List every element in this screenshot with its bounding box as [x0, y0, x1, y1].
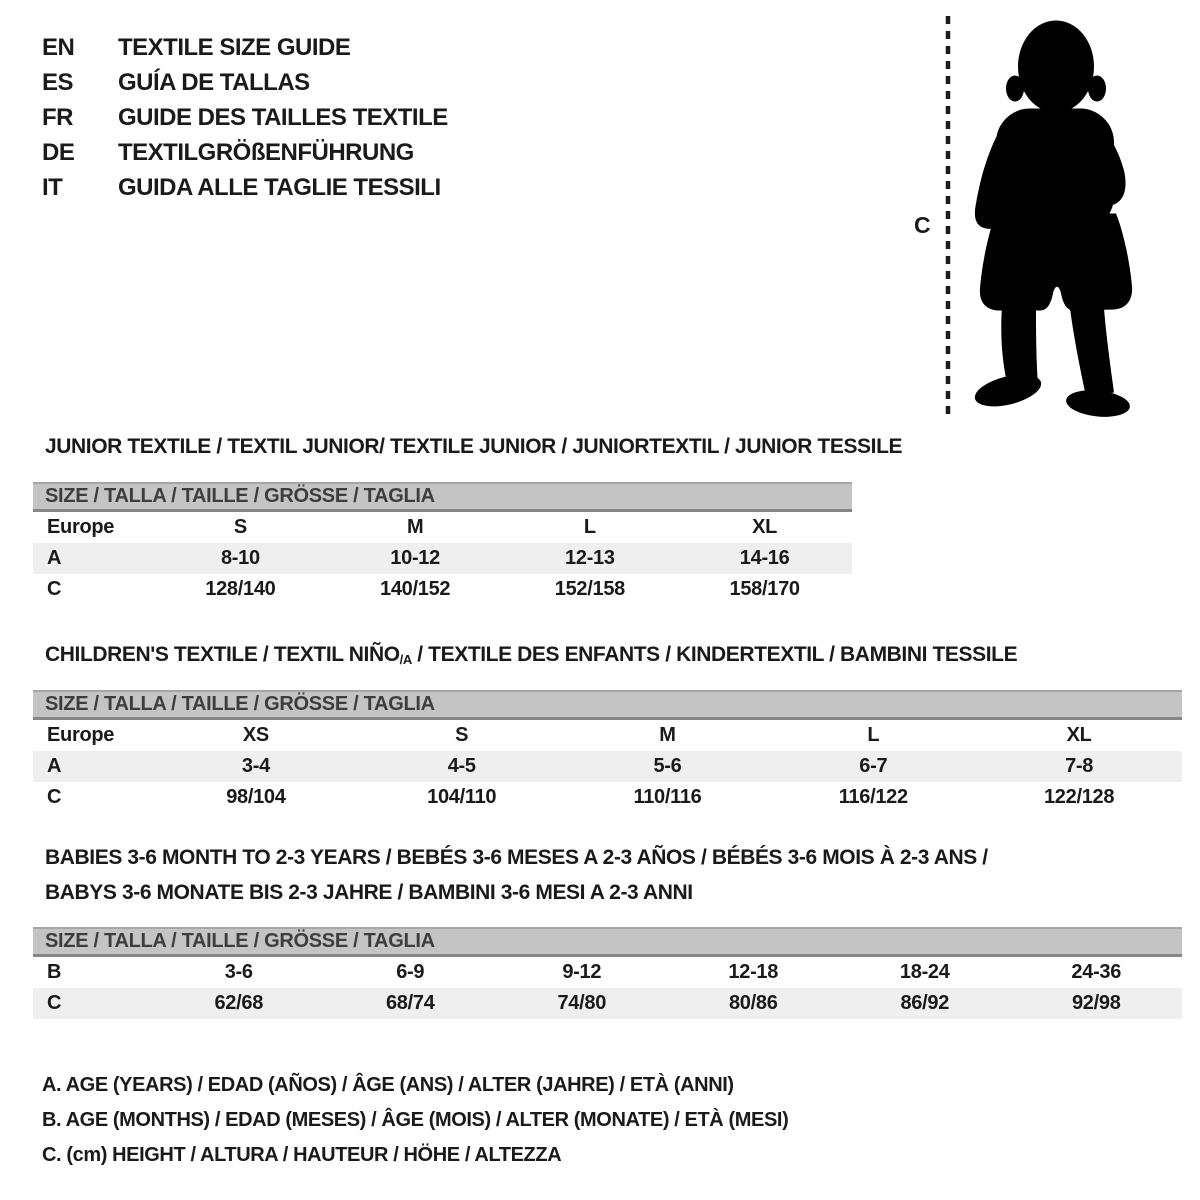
age-cell: 4-5: [447, 755, 476, 777]
months-cell: 18-24: [899, 961, 950, 983]
language-code: ES: [42, 68, 74, 96]
table-row-months: [33, 957, 1182, 988]
age-cell: 14-16: [739, 547, 790, 569]
height-cell: 128/140: [205, 578, 276, 600]
heading-text: CHILDREN'S TEXTILE / TEXTIL NIÑO: [45, 643, 400, 666]
height-cell: 158/170: [729, 578, 800, 600]
height-measure-label: C: [914, 212, 931, 238]
height-cell: 110/116: [633, 786, 702, 808]
age-cell: 6-7: [859, 755, 888, 777]
toddler-silhouette-icon: [966, 17, 1146, 420]
height-cell: 86/92: [900, 992, 950, 1014]
heading-text: / TEXTILE DES ENFANTS / KINDERTEXTIL / BAMBINI TESSILE: [411, 643, 1018, 666]
row-label: C: [47, 992, 62, 1014]
height-cell: 80/86: [728, 992, 778, 1014]
language-row-es: [42, 65, 448, 100]
measurement-legend: [42, 1068, 788, 1173]
months-cell: 12-18: [728, 961, 779, 983]
table-row-age: [33, 751, 1182, 782]
language-row-de: [42, 135, 448, 170]
months-cell: 24-36: [1071, 961, 1122, 983]
junior-size-table: [33, 482, 852, 605]
babies-section-heading-line2: BABYS 3-6 MONATE BIS 2-3 JAHRE / BAMBINI 3-6 MESI A 2-3 ANNI: [45, 881, 693, 904]
height-cell: 104/110: [427, 786, 497, 808]
size-cell: M: [659, 724, 676, 746]
language-row-fr: [42, 100, 448, 135]
height-cell: 62/68: [214, 992, 264, 1014]
babies-size-table: [33, 927, 1182, 1019]
height-cell: 74/80: [557, 992, 607, 1014]
size-cell: S: [455, 724, 469, 746]
size-table-header: SIZE / TALLA / TAILLE / GRÖSSE / TAGLIA: [33, 690, 1182, 720]
age-cell: 7-8: [1065, 755, 1094, 777]
table-row-height: [33, 782, 1182, 813]
age-cell: 12-13: [565, 547, 615, 569]
legend-item-c: C. (cm) HEIGHT / ALTURA / HAUTEUR / HÖHE / ALTEZZA: [42, 1144, 562, 1166]
row-label: C: [47, 578, 62, 600]
row-label: A: [47, 755, 62, 777]
height-cell: 152/158: [554, 578, 625, 600]
guide-title: GUÍA DE TALLAS: [118, 68, 310, 96]
table-row-height: [33, 988, 1182, 1019]
legend-item-a: A. AGE (YEARS) / EDAD (AÑOS) / ÂGE (ANS) / ALTER (JAHRE) / ETÀ (ANNI): [42, 1074, 734, 1096]
height-cell: 68/74: [385, 992, 435, 1014]
size-cell: XS: [242, 724, 269, 746]
height-cell: 92/98: [1071, 992, 1121, 1014]
months-cell: 9-12: [562, 961, 602, 983]
size-cell: L: [583, 516, 596, 538]
table-row-height: [33, 574, 852, 605]
size-cell: XL: [1066, 724, 1092, 746]
height-cell: 122/128: [1043, 786, 1115, 808]
row-label: C: [47, 786, 62, 808]
row-label: B: [47, 961, 62, 983]
height-dashed-line-icon: [945, 16, 951, 420]
language-code: FR: [42, 103, 73, 131]
size-table-header: SIZE / TALLA / TAILLE / GRÖSSE / TAGLIA: [33, 482, 852, 512]
guide-title: GUIDE DES TAILLES TEXTILE: [118, 103, 448, 131]
guide-title: TEXTILE SIZE GUIDE: [118, 33, 351, 61]
children-section-heading: [45, 643, 1017, 667]
language-code: DE: [42, 138, 75, 166]
size-cell: XL: [752, 516, 778, 538]
language-header: [42, 30, 448, 205]
junior-section-heading: JUNIOR TEXTILE / TEXTIL JUNIOR/ TEXTILE JUNIOR / JUNIORTEXTIL / JUNIOR TESSILE: [45, 435, 903, 458]
language-row-en: [42, 30, 448, 65]
guide-title: TEXTILGRÖßENFÜHRUNG: [118, 138, 414, 166]
table-row-europe: [33, 720, 1182, 751]
language-code: IT: [42, 173, 63, 201]
height-cell: 98/104: [226, 786, 286, 808]
heading-subscript: /A: [399, 652, 412, 667]
size-cell: S: [233, 516, 247, 538]
months-cell: 6-9: [396, 961, 425, 983]
age-cell: 8-10: [220, 547, 260, 569]
age-cell: 10-12: [390, 547, 440, 569]
language-row-it: [42, 170, 448, 205]
row-label: A: [47, 547, 62, 569]
age-cell: 5-6: [653, 755, 682, 777]
row-label: Europe: [47, 724, 115, 746]
language-code: EN: [42, 33, 75, 61]
size-table-header: SIZE / TALLA / TAILLE / GRÖSSE / TAGLIA: [33, 927, 1182, 957]
size-cell: M: [406, 516, 424, 538]
height-cell: 116/122: [838, 786, 908, 808]
row-label: Europe: [47, 516, 115, 538]
children-size-table: [33, 690, 1182, 813]
size-cell: L: [867, 724, 880, 746]
height-cell: 140/152: [380, 578, 451, 600]
table-row-europe: [33, 512, 852, 543]
babies-section-heading-line1: BABIES 3-6 MONTH TO 2-3 YEARS / BEBÉS 3-6 MESES A 2-3 AÑOS / BÉBÉS 3-6 MOIS À 2-3 ANS /: [45, 846, 988, 869]
legend-item-b: B. AGE (MONTHS) / EDAD (MESES) / ÂGE (MOIS) / ALTER (MONATE) / ETÀ (MESI): [42, 1109, 789, 1131]
age-cell: 3-4: [241, 755, 270, 777]
guide-title: GUIDA ALLE TAGLIE TESSILI: [118, 173, 441, 201]
table-row-age: [33, 543, 852, 574]
months-cell: 3-6: [224, 961, 253, 983]
